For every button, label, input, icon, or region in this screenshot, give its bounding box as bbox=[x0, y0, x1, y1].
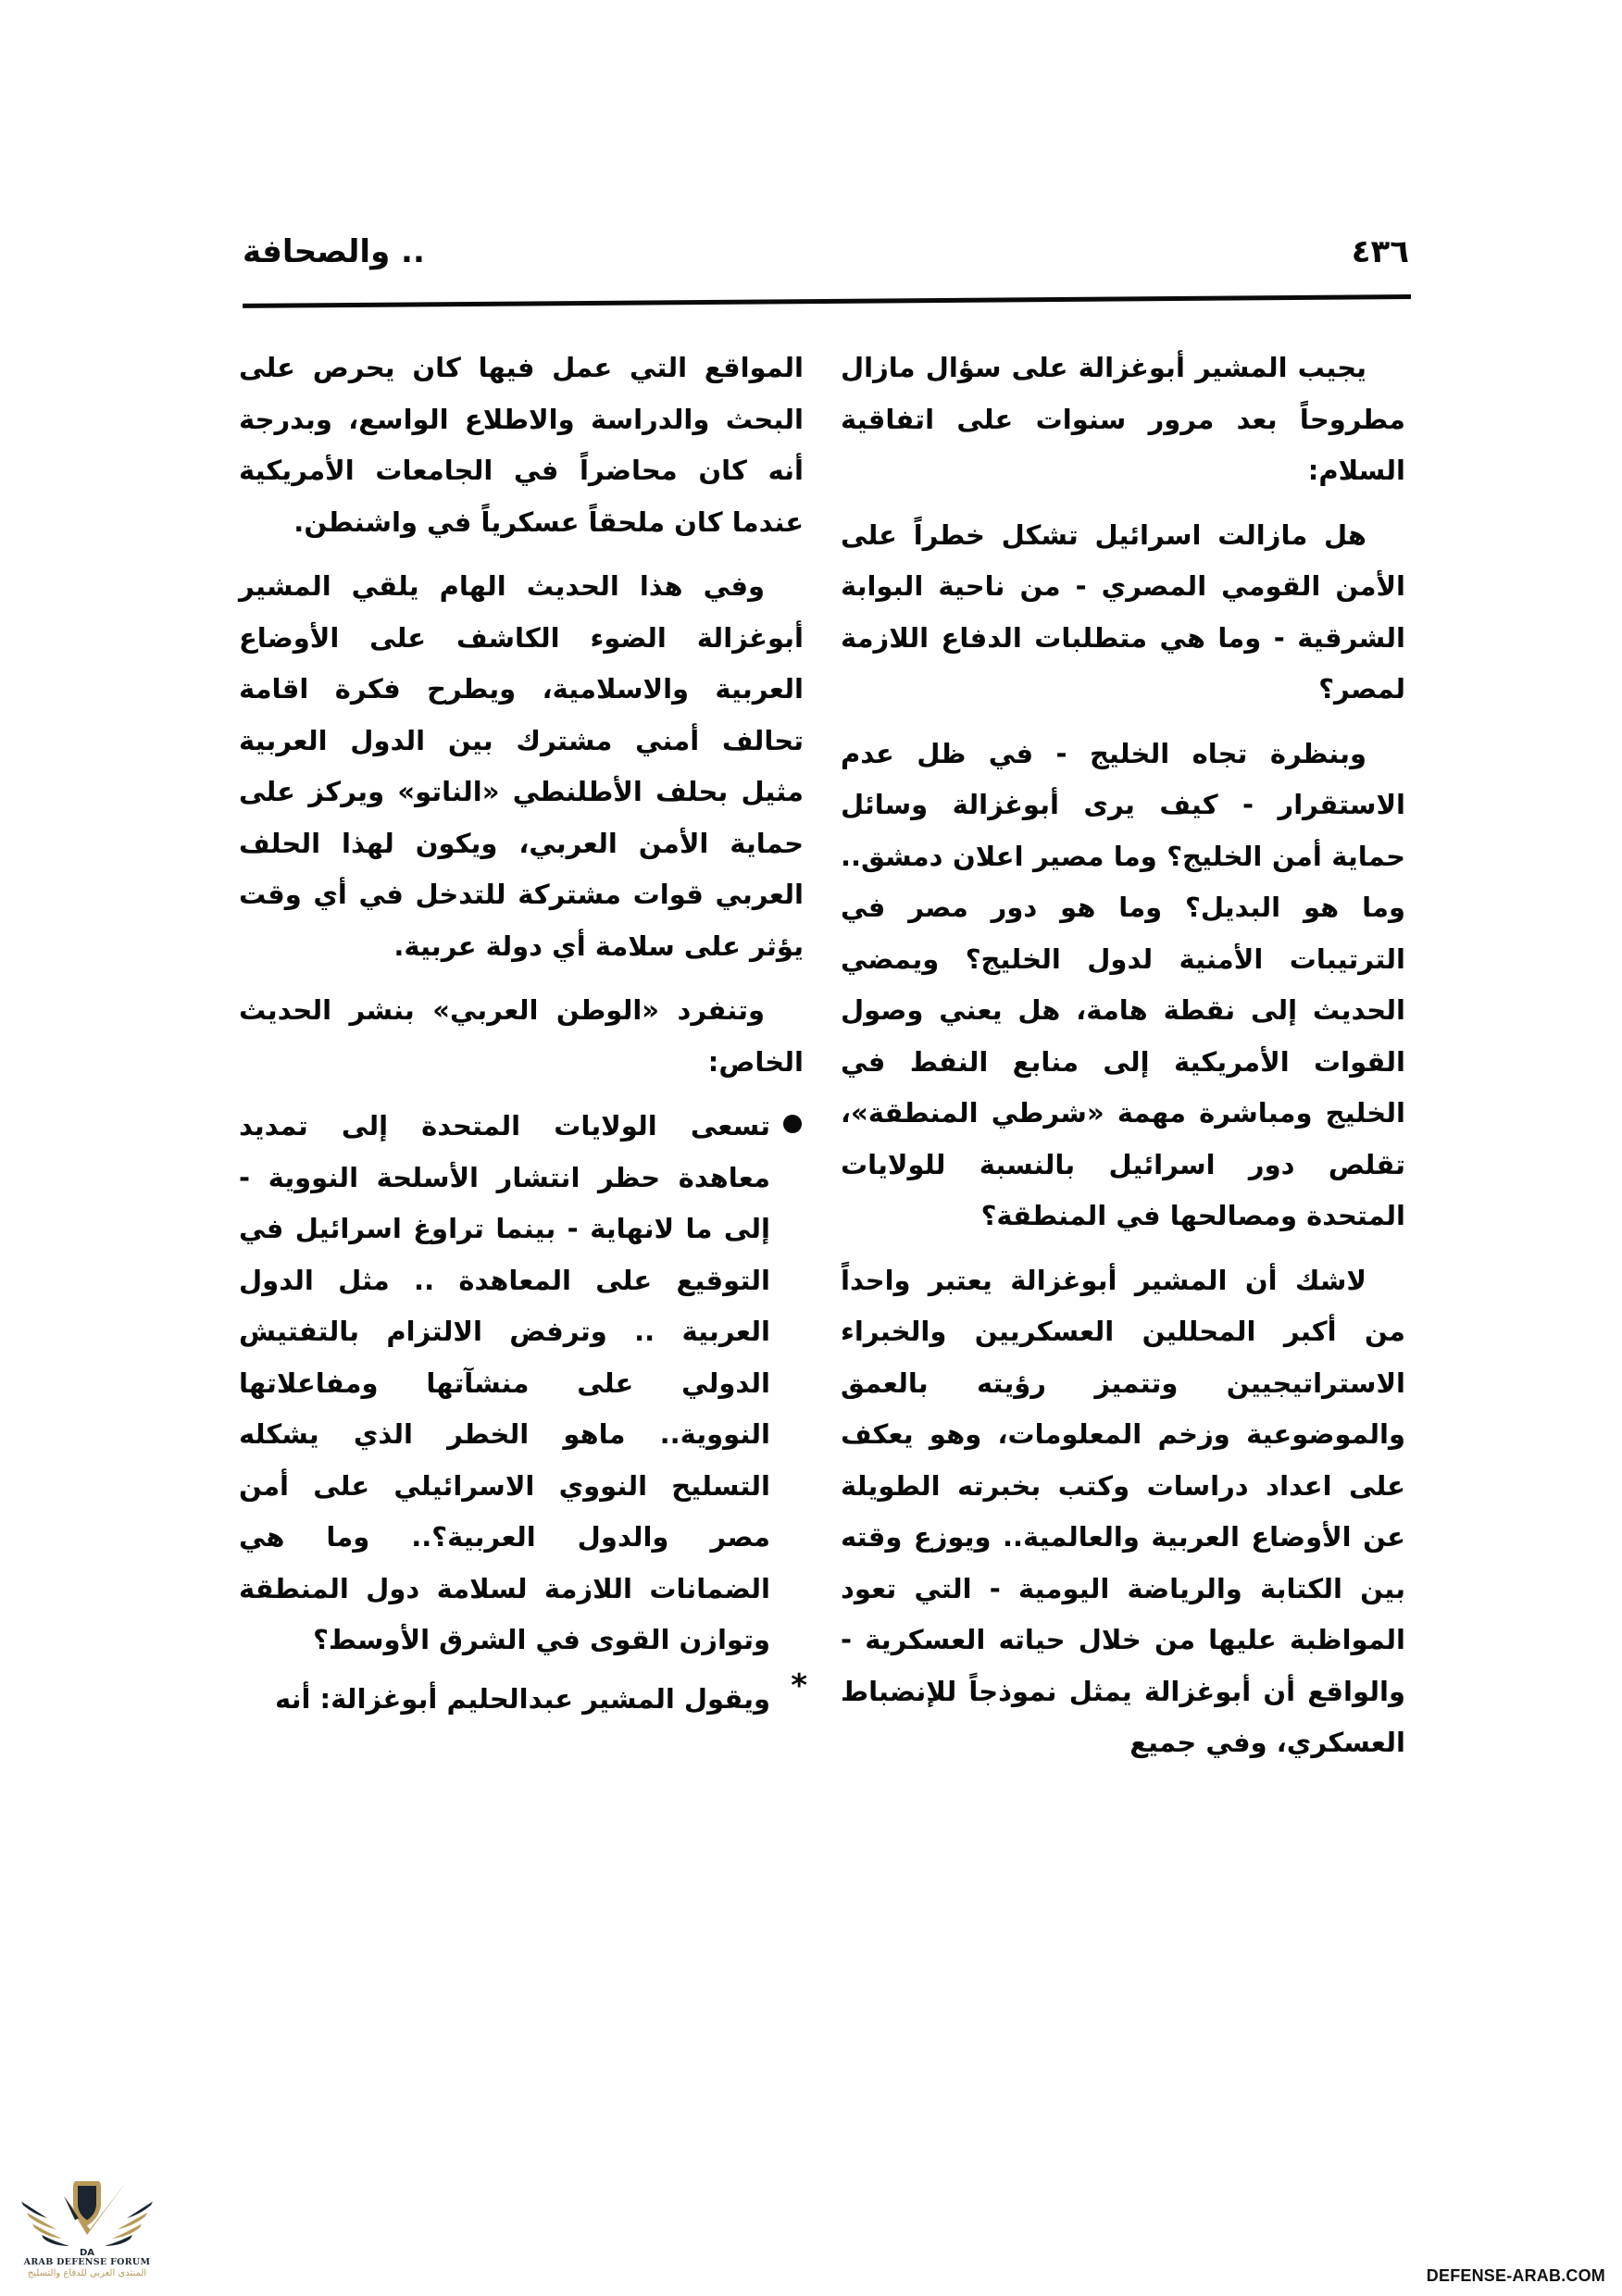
bullet-question bbox=[239, 1101, 804, 1666]
bullet-text: تسعى الولايات المتحدة إلى تمديد معاهدة حظر انتشار الأسلحة النووية - إلى ما لانهاية - بينما تراوغ اسرائيل في التوقيع على المعاهدة .. مثل الدول العربية .. وترفض الالتزام بالتفتيش الدولي على منشآتها ومفاعلاتها النووية.. ماهو الخطر الذي يشكله التسليح النووي الاسرائيلي على أمن مصر والدول العربية؟.. وما هي الضمانات اللازمة لسلامة دول المنطقة وتوازن القوى في الشرق الأوسط؟ bbox=[239, 1110, 770, 1655]
arab-defense-forum-logo bbox=[13, 2177, 161, 2296]
logo-name-en: ARAB DEFENSE FORUM bbox=[23, 2257, 151, 2267]
paragraph: وتنفرد «الوطن العربي» بنشر الحديث الخاص: bbox=[239, 994, 804, 1078]
paragraph: وفي هذا الحديث الهام يلقي المشير أبوغزالة الضوء الكاشف على الأوضاع العربية والاسلامية، ويطرح فكرة اقامة تحالف أمني مشترك بين الدول العربية مثيل بحلف الأطلنطي «الناتو» ويركز على حماية الأمن العربي، ويكون لهذا الحلف العربي قوات مشتركة للتدخل في أي وقت يؤثر على سلامة أي دولة عربية. bbox=[239, 570, 804, 962]
paragraph: هل مازالت اسرائيل تشكل خطراً على الأمن القومي المصري - من ناحية البوابة الشرقية - وما هي متطلبات الدفاع اللازمة لمصر؟ bbox=[841, 518, 1405, 705]
left-column bbox=[239, 343, 807, 1725]
svg-text:DA: DA bbox=[79, 2248, 95, 2258]
logo-name-ar: المنتدى العربي للدفاع والتسليح bbox=[27, 2268, 147, 2278]
shield-wings-icon bbox=[18, 2177, 156, 2259]
bullet-icon bbox=[783, 1115, 802, 1133]
paragraph: لاشك أن المشير أبوغزالة يعتبر واحداً من أكبر المحللين العسكريين والخبراء الاستراتيجيين وتتميز رؤيته بالعمق والموضوعية وزخم المعلومات، وهو يعكف على اعداد دراسات وكتب بخبرته الطويلة عن الأوضاع العربية والعالمية.. ويوزع وقته بين الكتابة والرياضة اليومية - التي تعود المواظبة عليها من خلال حياته العسكرية - والواقع أن أبوغزالة يمثل نموذجاً للإنضباط العسكري، وفي جميع bbox=[841, 1264, 1405, 1758]
paragraph: المواقع التي عمل فيها كان يحرص على البحث والدراسة والاطلاع الواسع، وبدرجة أنه كان محاضراً في الجامعات الأمريكية عندما كان ملحقاً عسكرياً في واشنطن. bbox=[239, 352, 804, 538]
paragraph: يجيب المشير أبوغزالة على سؤال مازال مطروحاً بعد مرور سنوات على اتفاقية السلام: bbox=[841, 352, 1405, 486]
page-header bbox=[243, 231, 1409, 296]
page-number: ٤٣٦ bbox=[1351, 233, 1409, 270]
site-url-watermark: DEFENSE-ARAB.COM bbox=[1426, 2266, 1605, 2285]
header-rule bbox=[243, 294, 1411, 308]
star-paragraph-text: ويقول المشير عبدالحليم أبوغزالة: أنه bbox=[274, 1682, 770, 1715]
running-head: .. والصحافة bbox=[243, 233, 425, 270]
right-column bbox=[841, 343, 1405, 1782]
asterisk-icon: * bbox=[791, 1666, 807, 1704]
star-paragraph bbox=[239, 1666, 807, 1726]
paragraph: وبنظرة تجاه الخليج - في ظل عدم الاستقرار - كيف يرى أبوغزالة وسائل حماية أمن الخليج؟ وما مصير اعلان دمشق.. وما هو البديل؟ وما هو دور مصر في الترتيبات الأمنية لدول الخليج؟ ويمضي الحديث إلى نقطة هامة، هل يعني وصول القوات الأمريكية إلى منابع النفط في الخليج ومباشرة مهمة «شرطي المنطقة»، تقلص دور اسرائيل بالنسبة للولايات المتحدة ومصالحها في المنطقة؟ bbox=[841, 737, 1405, 1231]
